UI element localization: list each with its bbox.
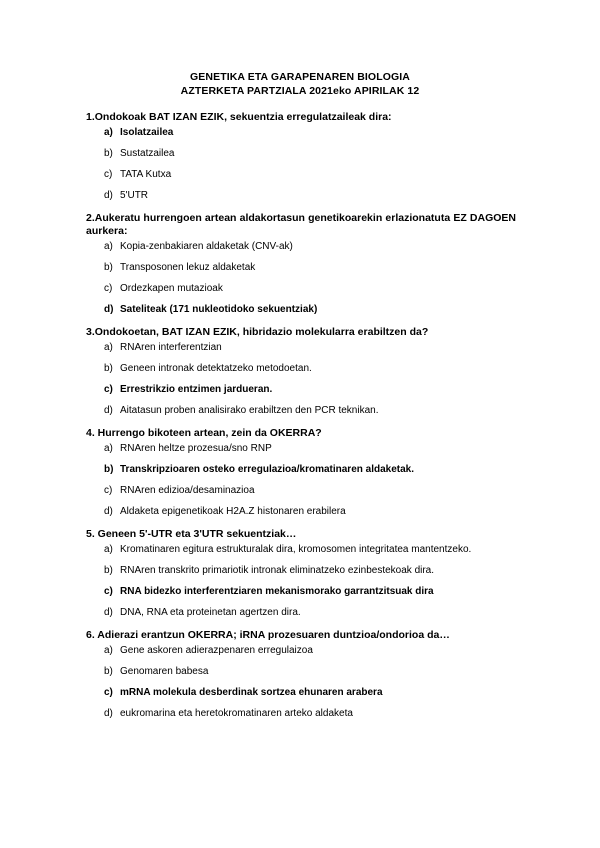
option-a bbox=[86, 241, 516, 253]
option-letter: c) bbox=[104, 485, 113, 496]
option-b bbox=[86, 148, 516, 160]
option-letter: c) bbox=[104, 687, 113, 698]
option-text: Sustatzailea bbox=[120, 148, 175, 159]
option-letter: b) bbox=[104, 464, 114, 475]
option-text: Sateliteak (171 nukleotidoko sekuentziak) bbox=[120, 304, 318, 315]
question-1 bbox=[86, 111, 516, 202]
option-letter: a) bbox=[104, 645, 113, 656]
question-title: 4. Hurrengo bikoteen artean, zein da OKERRA? bbox=[86, 427, 322, 439]
option-c bbox=[86, 283, 516, 295]
option-text: RNAren heltze prozesua/sno RNP bbox=[120, 443, 272, 454]
option-c bbox=[86, 485, 516, 497]
question-6 bbox=[86, 629, 516, 720]
option-letter: b) bbox=[104, 666, 113, 677]
exam-course-title: GENETIKA ETA GARAPENAREN BIOLOGIA bbox=[190, 71, 410, 83]
question-5 bbox=[86, 528, 516, 619]
option-letter: c) bbox=[104, 586, 113, 597]
option-text: Ordezkapen mutazioak bbox=[120, 283, 223, 294]
option-letter: a) bbox=[104, 443, 113, 454]
option-text: Transkripzioaren osteko erregulazioa/kromatinaren aldaketak. bbox=[120, 464, 415, 475]
option-text: RNAren edizioa/desaminazioa bbox=[120, 485, 255, 496]
option-a bbox=[86, 127, 516, 139]
option-a bbox=[86, 544, 516, 556]
option-letter: c) bbox=[104, 384, 113, 395]
option-text: Aitatasun proben analisirako erabiltzen den PCR teknikan. bbox=[120, 405, 379, 416]
question-3 bbox=[86, 326, 516, 417]
question-title: 6. Adierazi erantzun OKERRA; iRNA prozesuaren duntzioa/ondorioa da… bbox=[86, 629, 450, 641]
option-letter: d) bbox=[104, 304, 114, 315]
option-letter: d) bbox=[104, 506, 113, 517]
option-c bbox=[86, 169, 516, 181]
option-d bbox=[86, 304, 516, 316]
option-text: Geneen intronak detektatzeko metodoetan. bbox=[120, 363, 312, 374]
option-letter: b) bbox=[104, 363, 113, 374]
option-text: mRNA molekula desberdinak sortzea ehunaren arabera bbox=[120, 687, 383, 698]
option-d bbox=[86, 405, 516, 417]
option-b bbox=[86, 262, 516, 274]
option-letter: a) bbox=[104, 544, 113, 555]
option-letter: b) bbox=[104, 565, 113, 576]
option-letter: b) bbox=[104, 148, 113, 159]
option-d bbox=[86, 607, 516, 619]
exam-subtitle: AZTERKETA PARTZIALA 2021eko APIRILAK 12 bbox=[180, 85, 420, 97]
option-letter: d) bbox=[104, 708, 113, 719]
option-b bbox=[86, 363, 516, 375]
option-letter: d) bbox=[104, 607, 113, 618]
option-text: TATA Kutxa bbox=[120, 169, 172, 180]
option-text: Isolatzailea bbox=[120, 127, 174, 138]
option-text: eukromarina eta heretokromatinaren arteko aldaketa bbox=[120, 708, 353, 719]
option-d bbox=[86, 506, 516, 518]
option-letter: c) bbox=[104, 283, 113, 294]
option-b bbox=[86, 666, 516, 678]
option-letter: d) bbox=[104, 405, 113, 416]
option-letter: c) bbox=[104, 169, 113, 180]
option-letter: b) bbox=[104, 262, 113, 273]
option-text: Transposonen lekuz aldaketak bbox=[120, 262, 256, 273]
option-d bbox=[86, 708, 516, 720]
option-text: RNAren interferentzian bbox=[120, 342, 222, 353]
option-letter: a) bbox=[104, 127, 113, 138]
option-text: Gene askoren adierazpenaren erregulaizoa bbox=[120, 645, 313, 656]
option-text: Kopia-zenbakiaren aldaketak (CNV-ak) bbox=[120, 241, 293, 252]
option-a bbox=[86, 645, 516, 657]
option-letter: a) bbox=[104, 342, 113, 353]
option-text: Aldaketa epigenetikoak H2A.Z histonaren erabilera bbox=[120, 506, 346, 517]
option-letter: d) bbox=[104, 190, 113, 201]
question-title: 1.Ondokoak BAT IZAN EZIK, sekuentzia erregulatzaileak dira: bbox=[86, 111, 392, 123]
question-2 bbox=[86, 212, 516, 316]
option-b bbox=[86, 464, 516, 476]
option-b bbox=[86, 565, 516, 577]
option-text: DNA, RNA eta proteinetan agertzen dira. bbox=[120, 607, 301, 618]
option-a bbox=[86, 443, 516, 455]
question-list bbox=[86, 111, 516, 730]
question-title: 3.Ondokoetan, BAT IZAN EZIK, hibridazio molekularra erabiltzen da? bbox=[86, 326, 429, 338]
option-a bbox=[86, 342, 516, 354]
option-text: Genomaren babesa bbox=[120, 666, 209, 677]
question-title: 5. Geneen 5'-UTR eta 3'UTR sekuentziak… bbox=[86, 528, 297, 540]
option-letter: a) bbox=[104, 241, 113, 252]
option-c bbox=[86, 687, 516, 699]
question-title: 2.Aukeratu hurrengoen artean aldakortasun genetikoarekin erlazionatuta EZ DAGOEN aurkera: bbox=[86, 212, 516, 237]
option-d bbox=[86, 190, 516, 202]
option-text: Kromatinaren egitura estrukturalak dira, kromosomen integritatea mantentzeko. bbox=[120, 544, 472, 555]
option-text: Errestrikzio entzimen jardueran. bbox=[120, 384, 273, 395]
option-text: RNA bidezko interferentziaren mekanismorako garrantzitsuak dira bbox=[120, 586, 434, 597]
option-text: RNAren transkrito primariotik intronak eliminatzeko ezinbestekoak dira. bbox=[120, 565, 435, 576]
option-text: 5'UTR bbox=[120, 190, 149, 201]
option-c bbox=[86, 384, 516, 396]
option-c bbox=[86, 586, 516, 598]
question-4 bbox=[86, 427, 516, 518]
